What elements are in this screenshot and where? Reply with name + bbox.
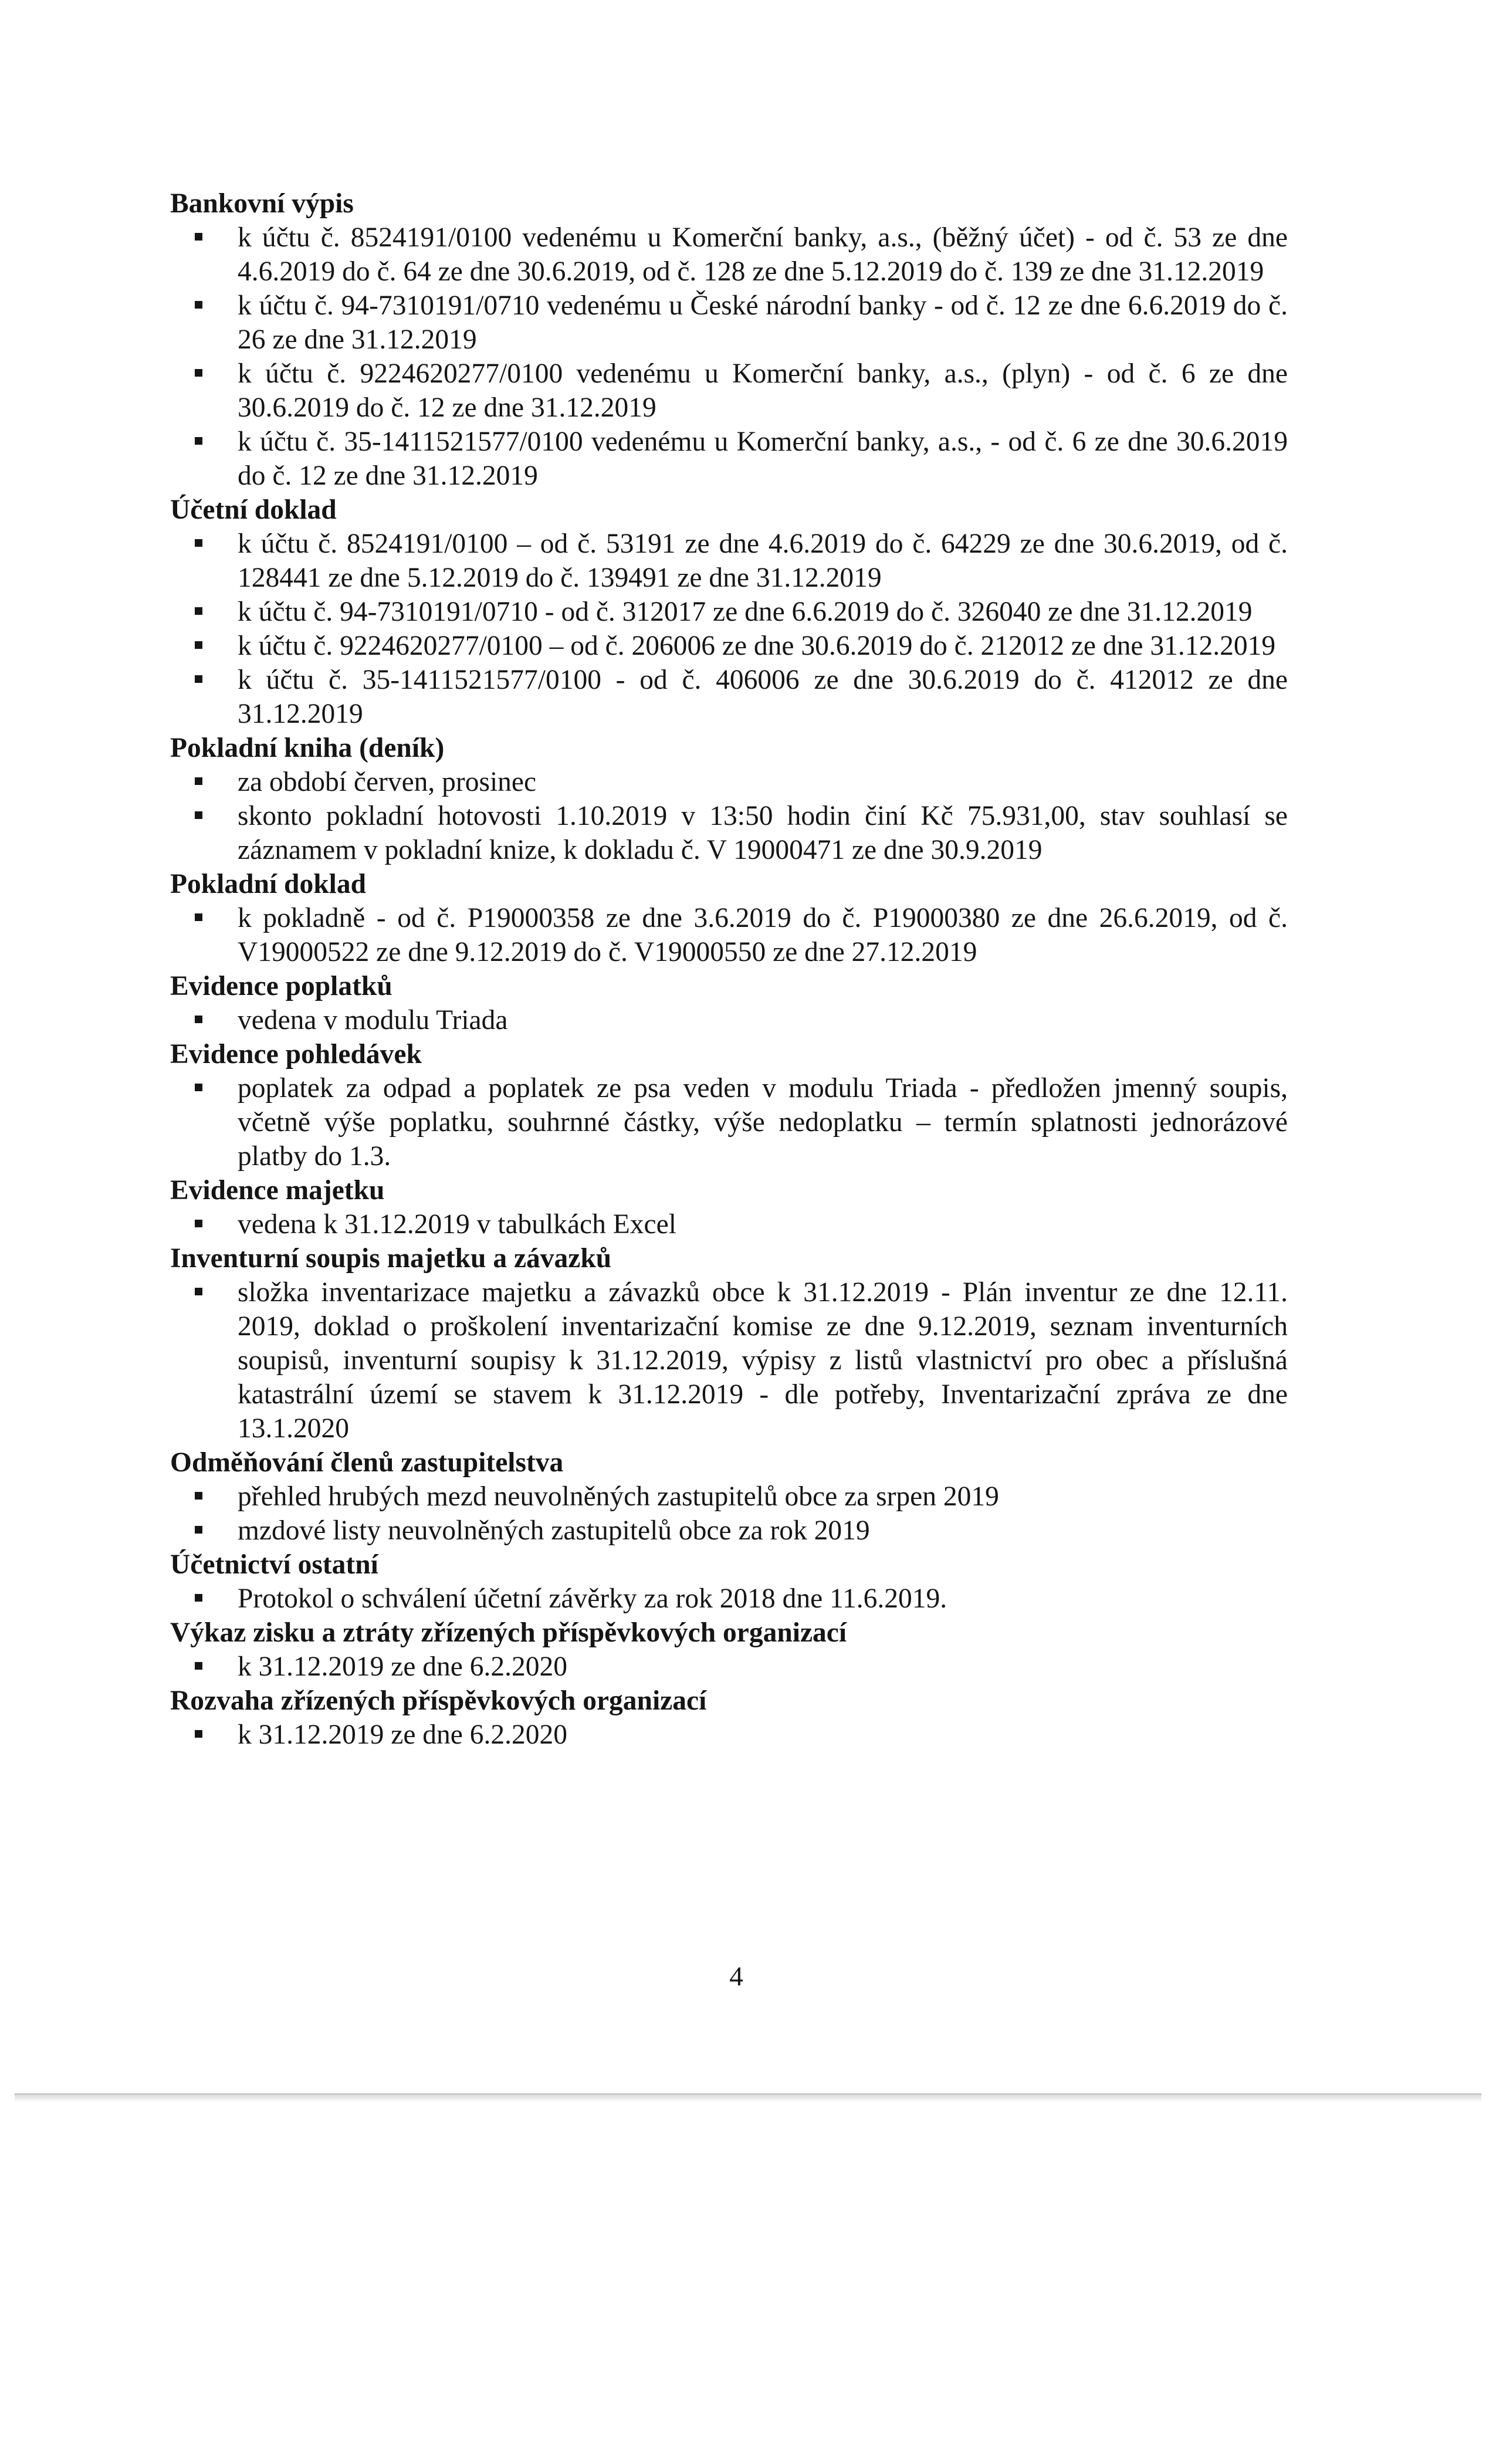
item-list — [170, 765, 1288, 867]
section-evidence-majetku — [170, 1173, 1288, 1241]
square-bullet-icon — [195, 437, 202, 445]
section-evidence-pohledavek — [170, 1037, 1288, 1173]
item-text: přehled hrubých mezd neuvolněných zastupitelů obce za srpen 2019 — [238, 1481, 999, 1512]
section-bankovni-vypis — [170, 187, 1288, 493]
list-item — [170, 1071, 1288, 1173]
square-bullet-icon — [195, 1016, 202, 1023]
item-list — [170, 221, 1288, 493]
square-bullet-icon — [195, 233, 202, 241]
item-list — [170, 1207, 1288, 1241]
page-number: 4 — [729, 1961, 743, 1992]
item-text: skonto pokladní hotovosti 1.10.2019 v 13:50 hodin činí Kč 75.931,00, stav souhlasí se záznamem v pokladní knize, k dokladu č. V 19000471 ze dne 30.9.2019 — [238, 801, 1288, 865]
square-bullet-icon — [195, 641, 202, 649]
square-bullet-icon — [195, 1220, 202, 1227]
item-text: poplatek za odpad a poplatek ze psa veden v modulu Triada - předložen jmenný soupis, včetně výše poplatku, souhrnné částky, výše nedoplatku – termín splatnosti jednorázové platby do 1.3. — [238, 1073, 1288, 1172]
list-item — [170, 663, 1288, 731]
item-text: k účtu č. 94-7310191/0710 vedenému u České národní banky - od č. 12 ze dne 6.6.2019 do č. 26 ze dne 31.12.2019 — [238, 290, 1288, 355]
item-list — [170, 1480, 1288, 1548]
square-bullet-icon — [195, 1594, 202, 1602]
section-inventurni-soupis — [170, 1241, 1288, 1446]
square-bullet-icon — [195, 811, 202, 819]
list-item — [170, 765, 1288, 799]
item-text: Protokol o schválení účetní závěrky za rok 2018 dne 11.6.2019. — [238, 1583, 947, 1614]
list-item — [170, 799, 1288, 867]
square-bullet-icon — [195, 301, 202, 309]
section-evidence-poplatku — [170, 969, 1288, 1037]
item-list — [170, 527, 1288, 731]
square-bullet-icon — [195, 1526, 202, 1534]
item-text: k účtu č. 35-1411521577/0100 vedenému u Komerční banky, a.s., - od č. 6 ze dne 30.6.2019 do č. 12 ze dne 31.12.2019 — [238, 427, 1288, 491]
section-heading: Evidence poplatků — [170, 971, 392, 1001]
item-text: k účtu č. 8524191/0100 vedenému u Komerční banky, a.s., (běžný účet) - od č. 53 ze dne 4.6.2019 do č. 64 ze dne 30.6.2019, od č. 128 ze dne 5.12.2019 do č. 139 ze dne 31.12.2019 — [238, 222, 1288, 287]
section-rozvaha — [170, 1684, 1288, 1752]
list-item — [170, 901, 1288, 969]
item-text: mzdové listy neuvolněných zastupitelů obce za rok 2019 — [238, 1515, 870, 1546]
square-bullet-icon — [195, 607, 202, 615]
item-text: vedena k 31.12.2019 v tabulkách Excel — [238, 1209, 676, 1240]
list-item — [170, 425, 1288, 493]
section-heading: Pokladní kniha (deník) — [170, 733, 445, 763]
square-bullet-icon — [195, 913, 202, 921]
section-heading: Odměňování členů zastupitelstva — [170, 1447, 564, 1478]
section-heading: Rozvaha zřízených příspěvkových organizací — [170, 1685, 707, 1716]
page-edge-shadow — [15, 2095, 1481, 2102]
list-item — [170, 1003, 1288, 1037]
section-heading: Účetnictví ostatní — [170, 1549, 378, 1580]
item-text: k účtu č. 35-1411521577/0100 - od č. 406006 ze dne 30.6.2019 do č. 412012 ze dne 31.12.2019 — [238, 665, 1288, 729]
item-text: k účtu č. 94-7310191/0710 - od č. 312017 ze dne 6.6.2019 do č. 326040 ze dne 31.12.2019 — [238, 597, 1253, 627]
section-pokladni-kniha — [170, 731, 1288, 867]
list-item — [170, 1480, 1288, 1514]
list-item — [170, 595, 1288, 629]
item-list — [170, 1582, 1288, 1616]
item-text: za období červen, prosinec — [238, 767, 537, 797]
list-item — [170, 1514, 1288, 1548]
item-list — [170, 1071, 1288, 1173]
section-pokladni-doklad — [170, 867, 1288, 969]
square-bullet-icon — [195, 1084, 202, 1091]
item-text: k účtu č. 9224620277/0100 vedenému u Komerční banky, a.s., (plyn) - od č. 6 ze dne 30.6.2019 do č. 12 ze dne 31.12.2019 — [238, 358, 1288, 423]
list-item — [170, 527, 1288, 595]
square-bullet-icon — [195, 369, 202, 377]
square-bullet-icon — [195, 1662, 202, 1670]
item-list — [170, 1003, 1288, 1037]
list-item — [170, 289, 1288, 357]
page-content — [170, 187, 1288, 1752]
list-item — [170, 1207, 1288, 1241]
square-bullet-icon — [195, 1288, 202, 1295]
section-heading: Evidence majetku — [170, 1175, 385, 1206]
section-heading: Bankovní výpis — [170, 188, 354, 219]
list-item — [170, 1718, 1288, 1752]
list-item — [170, 221, 1288, 289]
item-list — [170, 1275, 1288, 1446]
item-text: k účtu č. 9224620277/0100 – od č. 206006 ze dne 30.6.2019 do č. 212012 ze dne 31.12.2019 — [238, 631, 1276, 661]
section-heading: Výkaz zisku a ztráty zřízených příspěvkových organizací — [170, 1617, 847, 1648]
section-heading: Pokladní doklad — [170, 869, 366, 899]
item-text: složka inventarizace majetku a závazků obce k 31.12.2019 - Plán inventur ze dne 12.11. 2019, doklad o proškolení inventarizační komise ze dne 9.12.2019, seznam inventurních soupisů, inventurní soupisy k 31.12.2019, výpisy z listů vlastnictví pro obec a příslušná katastrální území se stavem k 31.12.2019 - dle potřeby, Inventarizační zpráva ze dne 13.1.2020 — [238, 1277, 1288, 1444]
item-list — [170, 1650, 1288, 1684]
square-bullet-icon — [195, 539, 202, 547]
section-heading: Evidence pohledávek — [170, 1039, 422, 1069]
section-vykaz-zisku — [170, 1616, 1288, 1684]
item-text: vedena v modulu Triada — [238, 1005, 508, 1035]
square-bullet-icon — [195, 777, 202, 785]
square-bullet-icon — [195, 1730, 202, 1738]
item-text: k pokladně - od č. P19000358 ze dne 3.6.2019 do č. P19000380 ze dne 26.6.2019, od č. V19000522 ze dne 9.12.2019 do č. V19000550 ze dne 27.12.2019 — [238, 903, 1288, 967]
item-list — [170, 901, 1288, 969]
square-bullet-icon — [195, 675, 202, 683]
list-item — [170, 629, 1288, 663]
item-list — [170, 1718, 1288, 1752]
item-text: k účtu č. 8524191/0100 – od č. 53191 ze dne 4.6.2019 do č. 64229 ze dne 30.6.2019, od č. 128441 ze dne 5.12.2019 do č. 139491 ze dne 31.12.2019 — [238, 529, 1288, 593]
section-heading: Účetní doklad — [170, 495, 337, 525]
section-ucetnictvi-ostatni — [170, 1548, 1288, 1616]
section-odmenovani-clenu — [170, 1446, 1288, 1548]
list-item — [170, 1650, 1288, 1684]
item-text: k 31.12.2019 ze dne 6.2.2020 — [238, 1651, 567, 1682]
list-item — [170, 1275, 1288, 1446]
list-item — [170, 357, 1288, 425]
section-ucetni-doklad — [170, 493, 1288, 731]
list-item — [170, 1582, 1288, 1616]
square-bullet-icon — [195, 1492, 202, 1500]
section-heading: Inventurní soupis majetku a závazků — [170, 1243, 612, 1274]
item-text: k 31.12.2019 ze dne 6.2.2020 — [238, 1720, 567, 1750]
